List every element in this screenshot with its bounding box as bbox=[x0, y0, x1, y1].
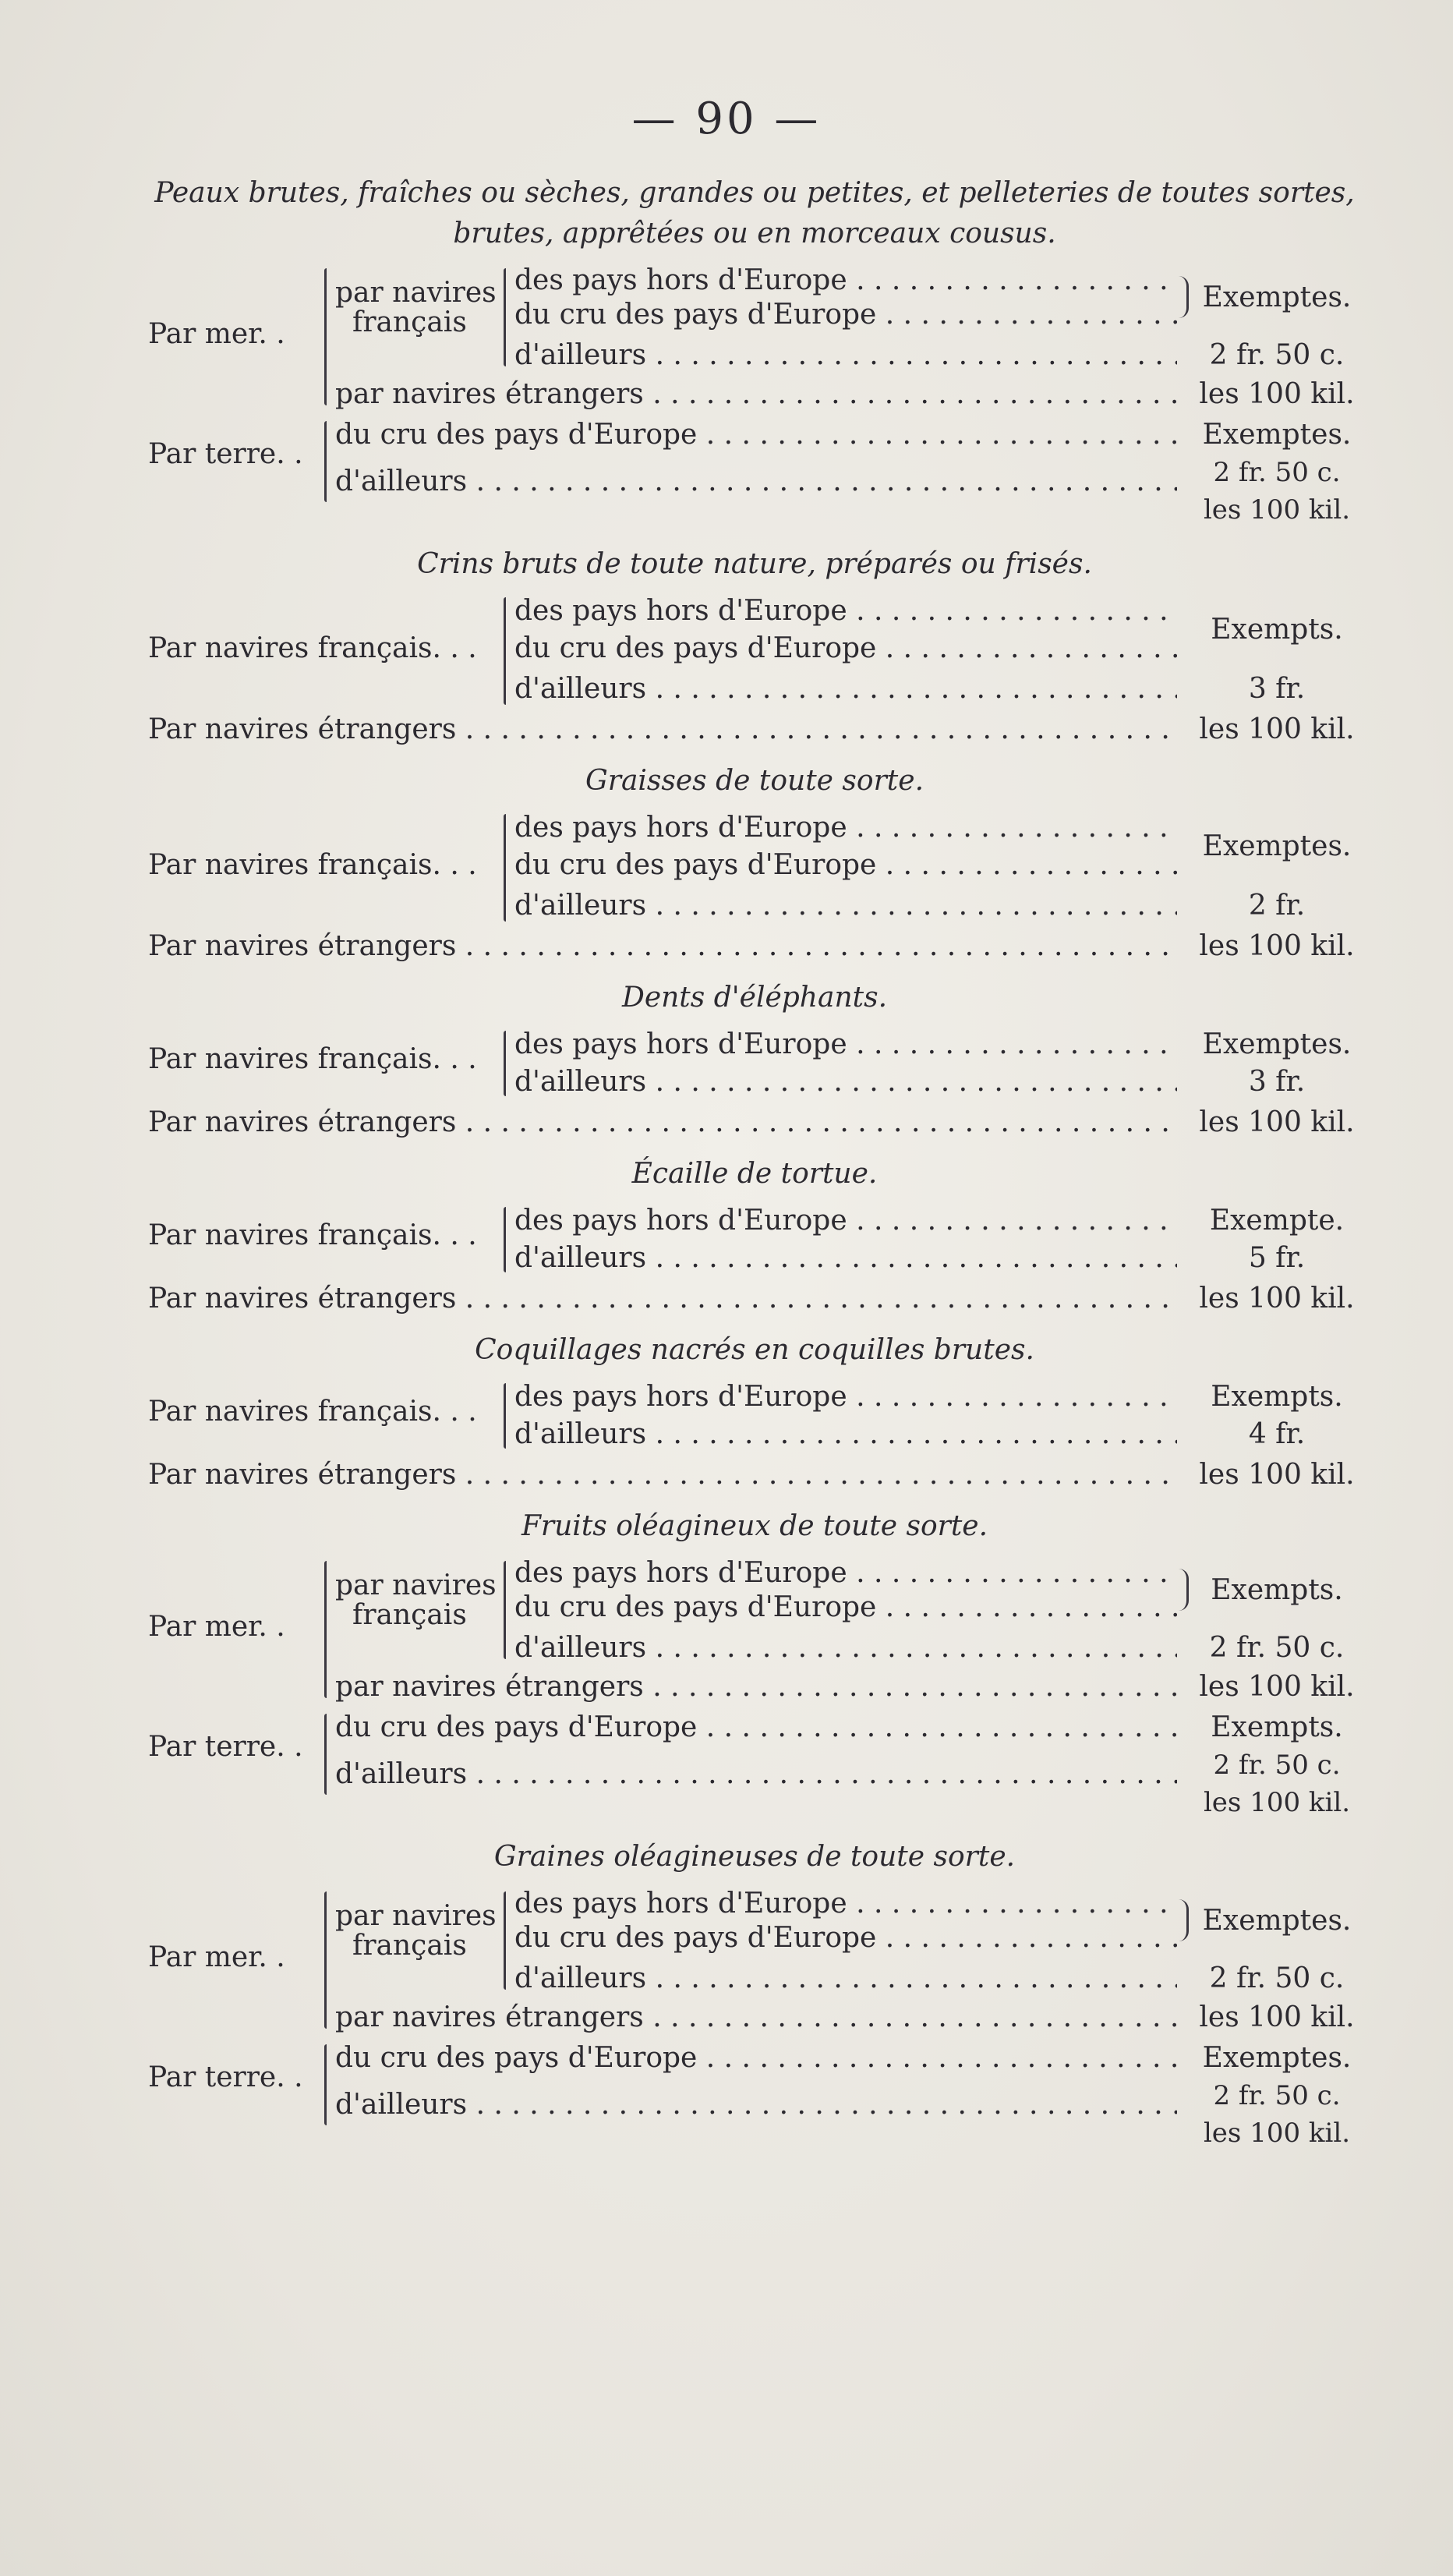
row-rate: 2 fr. 50 c. bbox=[1209, 1632, 1345, 1664]
section-heading-fruits: Fruits oléagineux de toute sorte. bbox=[521, 1510, 988, 1542]
row-desc: d'ailleurs . . . bbox=[514, 1959, 1177, 1999]
row-desc: du cru des pays d'Europe . . . bbox=[335, 415, 1177, 455]
section-heading-coquillages: Coquillages nacrés en coquilles brutes. bbox=[475, 1334, 1034, 1366]
section-heading-crins: Crins bruts de toute nature, préparés ou frisés. bbox=[417, 548, 1092, 580]
row-rate: 2 fr. 50 c. bbox=[1209, 339, 1345, 371]
brace bbox=[1179, 1899, 1189, 1941]
section-heading-ecaille: Écaille de tortue. bbox=[631, 1158, 878, 1190]
row-desc: du cru des pays d'Europe . . . bbox=[514, 845, 1177, 886]
row-desc: des pays hors d'Europe . . . bbox=[514, 808, 1177, 848]
section-fruits bbox=[148, 1553, 1361, 1837]
section-heading-graines: Graines oléagineuses de toute sorte. bbox=[493, 1841, 1016, 1873]
label-par-navires: par navires bbox=[335, 1569, 497, 1601]
row-rate: Exempts. bbox=[1211, 1711, 1343, 1743]
brace bbox=[504, 1031, 506, 1096]
row-rate: Exemptes. bbox=[1202, 419, 1352, 451]
row-rate: Exempts. bbox=[1211, 614, 1343, 646]
section-coquillages bbox=[148, 1377, 1361, 1506]
brace bbox=[324, 2044, 327, 2125]
row-rate-unit: les 100 kil. bbox=[1203, 494, 1351, 525]
label-par-navires: par navires bbox=[335, 1900, 497, 1932]
row-desc: Par navires étrangers . . . bbox=[148, 1279, 1177, 1319]
row-desc: d'ailleurs . . . bbox=[514, 1628, 1177, 1668]
section-dents bbox=[148, 1024, 1361, 1154]
row-desc: des pays hors d'Europe . . . bbox=[514, 1553, 1177, 1594]
row-rate-unit: les 100 kil. bbox=[1203, 2118, 1351, 2149]
row-rate: Exemptes. bbox=[1202, 830, 1352, 862]
row-rate: les 100 kil. bbox=[1199, 713, 1355, 745]
section-crins bbox=[148, 591, 1361, 761]
row-rate: 2 fr. 50 c. bbox=[1213, 1750, 1341, 1781]
row-desc: d'ailleurs . . . bbox=[514, 1062, 1177, 1102]
row-desc: d'ailleurs . . . bbox=[514, 886, 1177, 926]
row-desc: du cru des pays d'Europe . . . bbox=[335, 2038, 1177, 2079]
row-rate: les 100 kil. bbox=[1199, 1671, 1355, 1703]
label-par-terre: Par terre. . bbox=[148, 1731, 303, 1763]
row-desc: d'ailleurs . . . bbox=[514, 335, 1177, 376]
label-par-navires: par navires bbox=[335, 277, 497, 309]
page-number: — 90 — bbox=[631, 94, 822, 144]
row-desc: d'ailleurs . . . bbox=[335, 1754, 1177, 1795]
row-desc: Par navires étrangers . . . bbox=[148, 1102, 1177, 1143]
row-rate: Exempts. bbox=[1211, 1574, 1343, 1606]
brace bbox=[504, 268, 506, 366]
row-rate: les 100 kil. bbox=[1199, 1106, 1355, 1138]
label-francais: français bbox=[352, 1930, 467, 1962]
row-rate: 5 fr. bbox=[1248, 1242, 1306, 1274]
label-par-navires-francais: Par navires français. . . bbox=[148, 1043, 477, 1075]
brace bbox=[324, 1891, 327, 2029]
row-desc: Par navires étrangers . . . bbox=[148, 926, 1177, 967]
section-graisses bbox=[148, 808, 1361, 978]
row-desc: des pays hors d'Europe . . . bbox=[514, 1884, 1177, 1924]
brace bbox=[504, 814, 506, 922]
row-rate: 2 fr. 50 c. bbox=[1209, 1962, 1345, 1994]
row-rate: les 100 kil. bbox=[1199, 1459, 1355, 1491]
row-desc: des pays hors d'Europe . . . bbox=[514, 1201, 1177, 1241]
row-rate: les 100 kil. bbox=[1199, 1283, 1355, 1315]
row-rate: Exemptes. bbox=[1202, 281, 1352, 313]
row-rate: 3 fr. bbox=[1248, 1066, 1306, 1098]
row-desc: des pays hors d'Europe . . . bbox=[514, 1024, 1177, 1065]
row-desc: d'ailleurs . . . bbox=[514, 669, 1177, 709]
tariff-content bbox=[148, 173, 1361, 2167]
label-francais: français bbox=[352, 1599, 467, 1631]
row-rate: les 100 kil. bbox=[1199, 2001, 1355, 2033]
row-desc: du cru des pays d'Europe . . . bbox=[335, 1707, 1177, 1748]
section-graines bbox=[148, 1884, 1361, 2167]
section-heading-graisses: Graisses de toute sorte. bbox=[585, 765, 924, 797]
brace bbox=[324, 1714, 327, 1795]
row-rate: Exempte. bbox=[1209, 1205, 1345, 1237]
label-par-mer: Par mer. . bbox=[148, 1941, 285, 1973]
label-par-terre: Par terre. . bbox=[148, 438, 303, 470]
label-par-terre: Par terre. . bbox=[148, 2061, 303, 2093]
brace bbox=[504, 1561, 506, 1659]
section-heading-peaux: Peaux brutes, fraîches ou sèches, grandes ou petites, et pelleteries de toutes sortes, brutes, apprêtées ou en morceaux cousus. bbox=[154, 177, 1355, 249]
row-rate: 4 fr. bbox=[1248, 1418, 1306, 1450]
row-desc: des pays hors d'Europe . . . bbox=[514, 260, 1177, 301]
row-desc: par navires étrangers . . . bbox=[335, 1997, 1177, 2038]
label-par-mer: Par mer. . bbox=[148, 318, 285, 350]
label-francais: français bbox=[352, 306, 467, 338]
row-desc: des pays hors d'Europe . . . bbox=[514, 1377, 1177, 1417]
label-par-navires-francais: Par navires français. . . bbox=[148, 1396, 477, 1428]
row-desc: par navires étrangers . . . bbox=[335, 1667, 1177, 1707]
label-par-navires-francais: Par navires français. . . bbox=[148, 849, 477, 881]
section-heading-dents: Dents d'éléphants. bbox=[621, 982, 888, 1014]
row-desc: d'ailleurs . . . bbox=[335, 462, 1177, 502]
brace bbox=[324, 268, 327, 405]
row-rate: les 100 kil. bbox=[1199, 378, 1355, 410]
brace bbox=[504, 1207, 506, 1272]
label-par-navires-francais: Par navires français. . . bbox=[148, 632, 477, 664]
brace bbox=[1179, 1569, 1189, 1611]
row-rate: Exemptes. bbox=[1202, 2042, 1352, 2074]
row-desc: d'ailleurs . . . bbox=[514, 1238, 1177, 1279]
row-desc: du cru des pays d'Europe . . . bbox=[514, 1918, 1177, 1959]
brace bbox=[324, 421, 327, 502]
row-rate: Exemptes. bbox=[1202, 1905, 1352, 1937]
row-rate: les 100 kil. bbox=[1199, 930, 1355, 962]
row-desc: d'ailleurs . . . bbox=[514, 1414, 1177, 1455]
row-desc: des pays hors d'Europe . . . bbox=[514, 591, 1177, 632]
row-desc: par navires étrangers . . . bbox=[335, 374, 1177, 415]
row-rate: Exempts. bbox=[1211, 1381, 1343, 1413]
brace bbox=[504, 1891, 506, 1990]
row-desc: Par navires étrangers . . . bbox=[148, 709, 1177, 750]
row-desc: du cru des pays d'Europe . . . bbox=[514, 295, 1177, 335]
section-ecaille bbox=[148, 1201, 1361, 1330]
section-peaux bbox=[148, 260, 1361, 544]
row-rate-unit: les 100 kil. bbox=[1203, 1787, 1351, 1818]
row-rate: Exemptes. bbox=[1202, 1028, 1352, 1060]
brace bbox=[324, 1561, 327, 1698]
row-desc: du cru des pays d'Europe . . . bbox=[514, 628, 1177, 669]
row-desc: du cru des pays d'Europe . . . bbox=[514, 1587, 1177, 1628]
label-par-mer: Par mer. . bbox=[148, 1611, 285, 1643]
row-rate: 3 fr. bbox=[1248, 673, 1306, 705]
row-desc: Par navires étrangers . . . bbox=[148, 1455, 1177, 1495]
brace bbox=[1179, 276, 1189, 318]
brace bbox=[504, 1383, 506, 1449]
brace bbox=[504, 597, 506, 705]
row-rate: 2 fr. bbox=[1248, 890, 1306, 922]
row-rate: 2 fr. 50 c. bbox=[1213, 2080, 1341, 2111]
label-par-navires-francais: Par navires français. . . bbox=[148, 1219, 477, 1251]
row-desc: d'ailleurs . . . bbox=[335, 2085, 1177, 2125]
row-rate: 2 fr. 50 c. bbox=[1213, 457, 1341, 488]
